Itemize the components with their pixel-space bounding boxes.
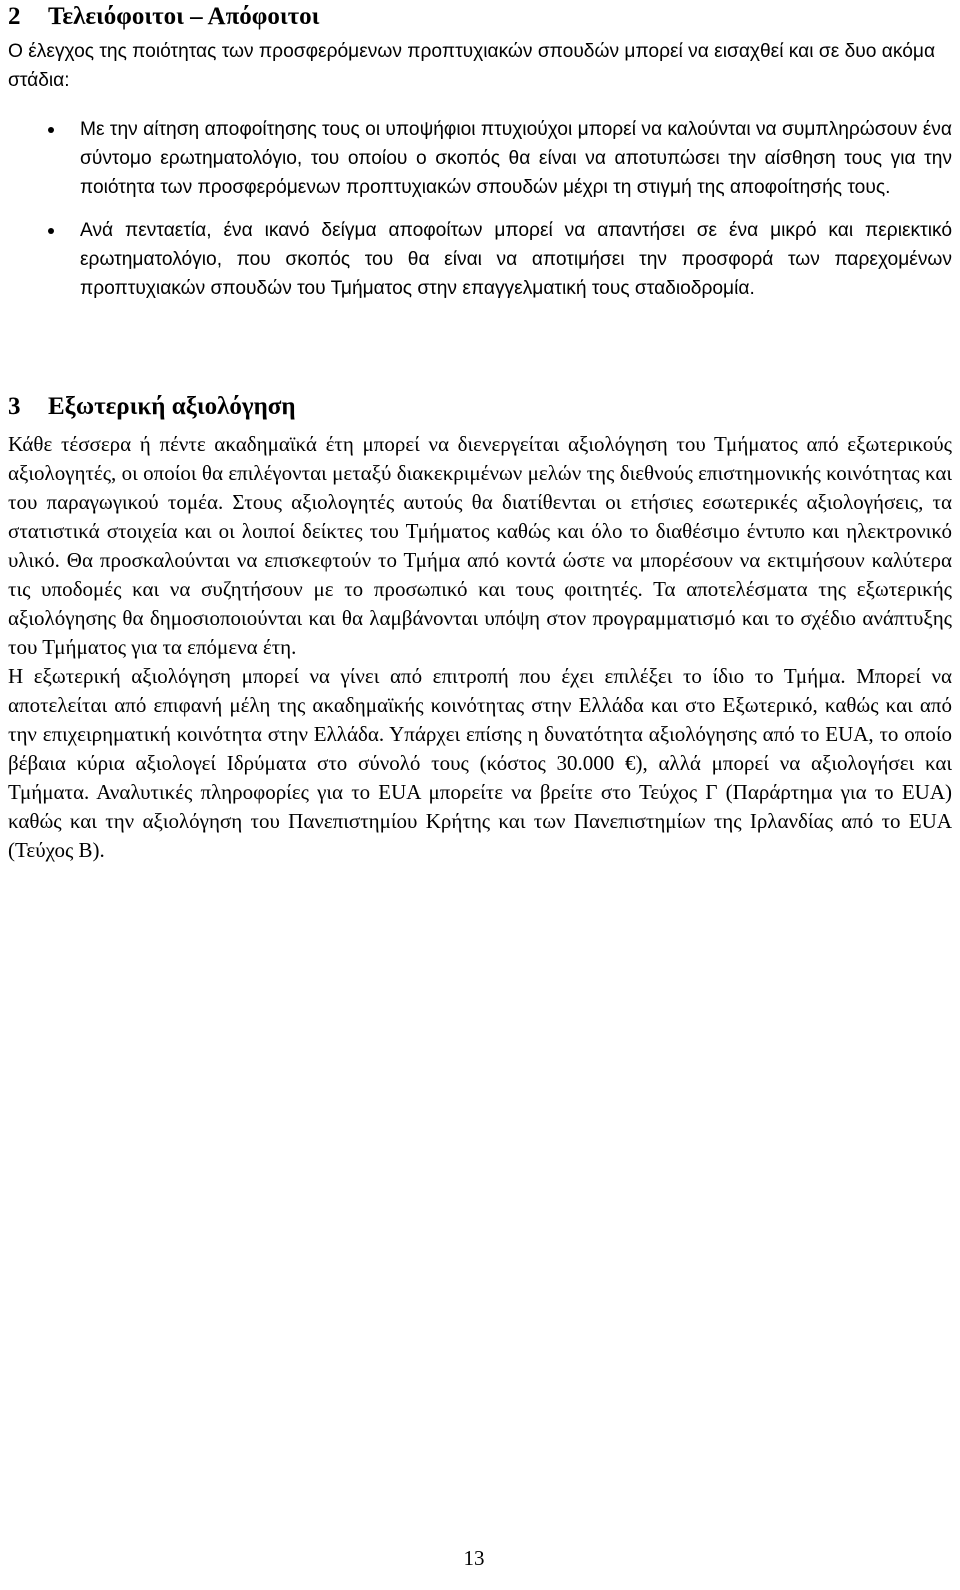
section-2-bullet-list (8, 115, 952, 303)
bullet-text: Με την αίτηση αποφοίτησης τους οι υποψήφιοι πτυχιούχοι μπορεί να καλούνται να συμπληρώσουν ένα σύντομο ερωτηματολόγιο, του οποίου ο σκοπός θα είναι να αποτυπώσει την αίσθηση τους για την ποιότητα των προσφερόμενων προπτυχιακών σπουδών μέχρι τη στιγμή της αποφοίτησής τους. (80, 119, 952, 198)
bullet-item (8, 115, 952, 202)
bullet-icon (48, 127, 54, 133)
section-3-number: 3 (8, 393, 21, 420)
bullet-text: Ανά πενταετία, ένα ικανό δείγμα αποφοίτων μπορεί να απαντήσει σε ένα μικρό και περιεκτικό ερωτηματολόγιο, που σκοπός του θα είναι να αποτιμήσει την προσφορά των παρεχομένων προπτυχιακών σπουδών του Τμήματος στην επαγγελματική τους σταδιοδρομία. (80, 220, 952, 299)
bullet-item (8, 216, 952, 303)
paragraph: Κάθε τέσσερα ή πέντε ακαδημαϊκά έτη μπορεί να διενεργείται αξιολόγηση του Τμήματος από εξωτερικούς αξιολογητές, οι οποίοι θα επιλέγονται μεταξύ διακεκριμένων μελών της διεθνούς επιστημονικής κοινότητας και του παραγωγικού τομέα. Στους αξιολογητές αυτούς θα διατίθενται οι ετήσιες εσωτερικές αξιολογήσεις, τα στατιστικά στοιχεία και οι λοιποί δείκτες του Τμήματος καθώς και όλο το διαθέσιμο έντυπο και ηλεκτρονικό υλικό. Θα προσκαλούνται να επισκεφτούν το Τμήμα από κοντά ώστε να μπορέσουν να εκτιμήσουν καλύτερα τις υποδομές και να συζητήσουν με το προσωπικό και τους φοιτητές. Τα αποτελέσματα της εξωτερικής αξιολόγησης θα δημοσιοποιούνται και θα λαμβάνονται υπόψη στον προγραμματισμό και το σχέδιο ανάπτυξης του Τμήματος για τα επόμενα έτη. (8, 432, 952, 659)
section-3-title: Εξωτερική αξιολόγηση (48, 393, 296, 420)
section-2-number: 2 (8, 3, 21, 30)
section-3-body (8, 430, 952, 865)
paragraph: Η εξωτερική αξιολόγηση μπορεί να γίνει από επιτροπή που έχει επιλέξει το ίδιο το Τμήμα. Μπορεί να αποτελείται από επιφανή μέλη της ακαδημαϊκής κοινότητας στην Ελλάδα και στο Εξωτερικό, καθώς και από την επιχειρηματική κοινότητα στην Ελλάδα. Υπάρχει επίσης η δυνατότητα αξιολόγησης από το EUA, το οποίο βέβαια κύρια αξιολογεί Ιδρύματα στο σύνολό τους (κόστος 30.000 €), αλλά μπορεί να αξιολογήσει και Τμήματα. Αναλυτικές πληροφορίες για το EUA μπορείτε να βρείτε στο Τεύχος Γ (Παράρτημα για το EUA) καθώς και την αξιολόγηση του Πανεπιστημίου Κρήτης και των Πανεπιστημίων της Ιρλανδίας από το EUA (Τεύχος Β). (8, 664, 952, 862)
bullet-icon (48, 228, 54, 234)
page-number: 13 (463, 1546, 485, 1570)
section-2-intro: Ο έλεγχος της ποιότητας των προσφερόμενων προπτυχιακών σπουδών μπορεί να εισαχθεί και σε δυο ακόμα στάδια: (8, 41, 936, 91)
section-2-heading (8, 2, 319, 32)
section-3-heading (8, 392, 296, 422)
section-2-title: Τελειόφοιτοι – Απόφοιτοι (48, 3, 320, 30)
